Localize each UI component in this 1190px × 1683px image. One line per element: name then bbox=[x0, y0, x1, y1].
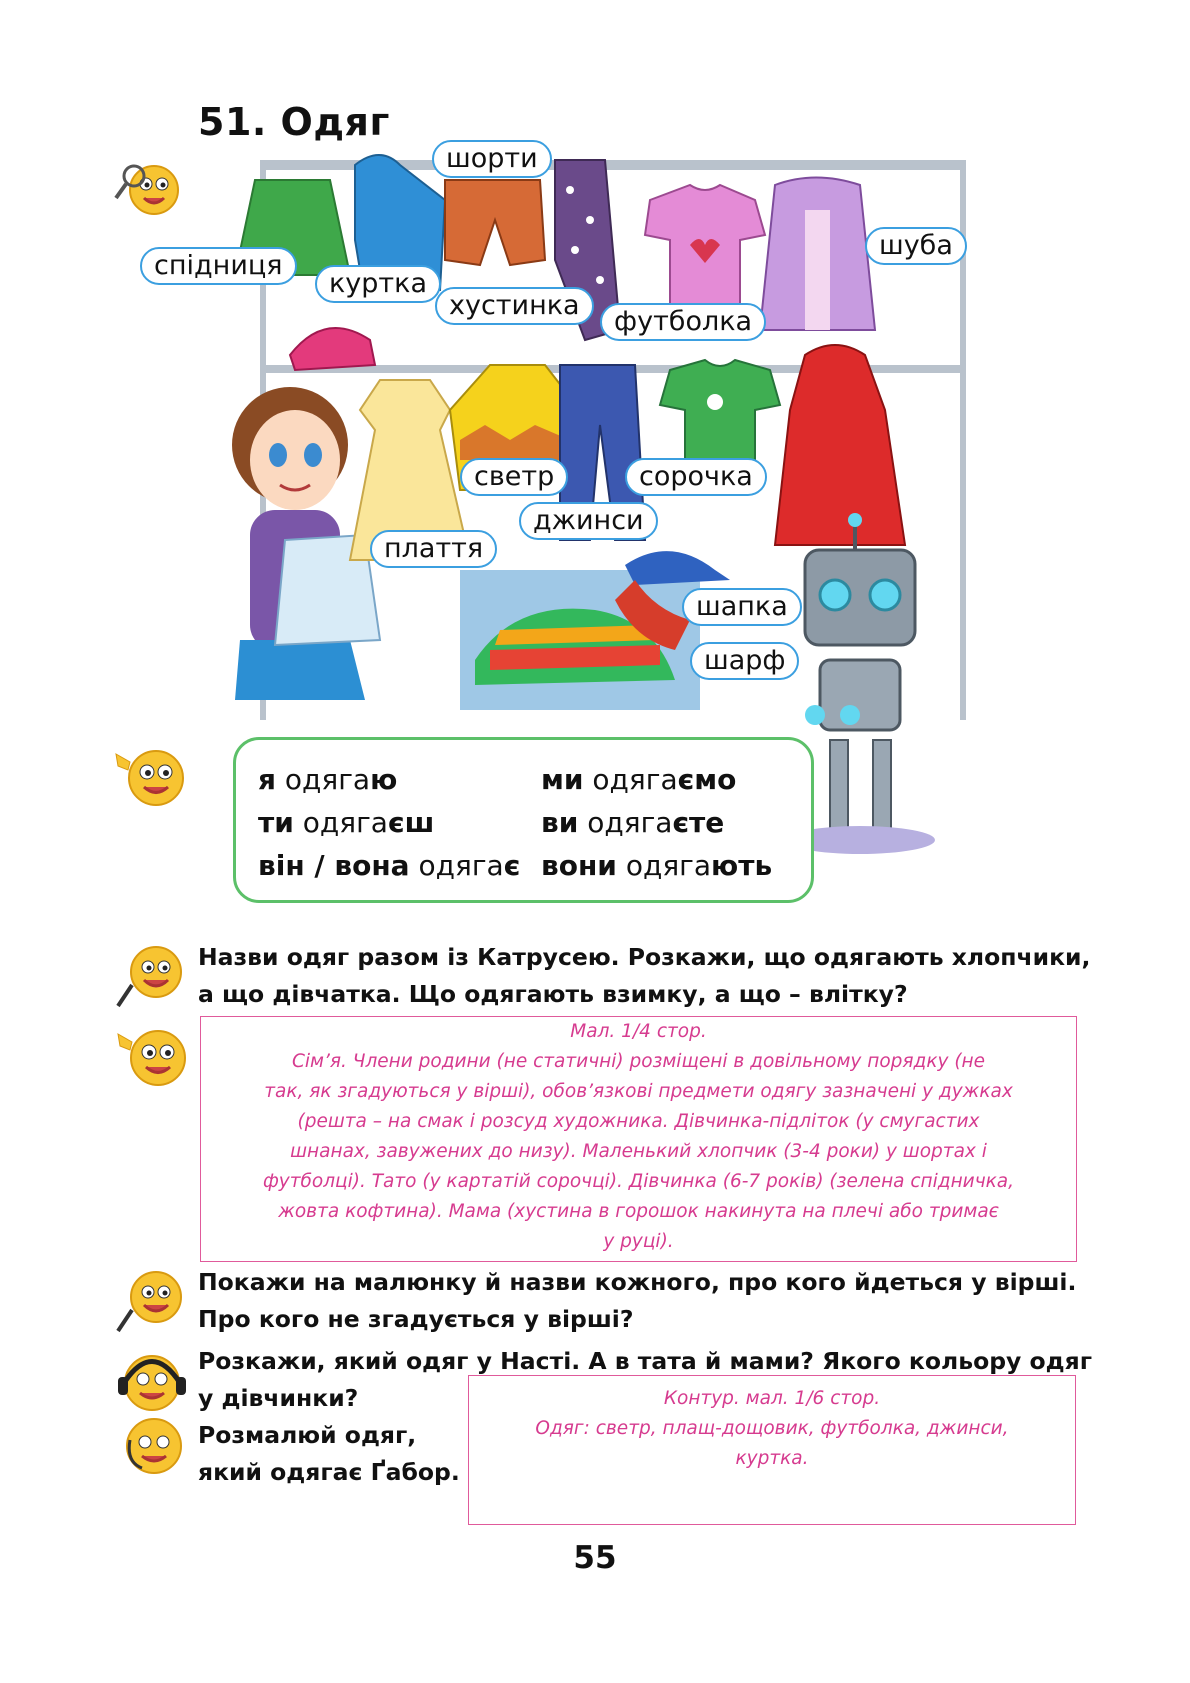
task-3-line-1: Розкажи, який одяг у Насті. А в тата й мами? Якого кольору одяг bbox=[198, 1347, 1093, 1375]
smiley-pointing-icon bbox=[110, 740, 190, 810]
smiley-pointing-icon-2 bbox=[112, 1020, 190, 1090]
label-shirt: сорочка bbox=[625, 458, 767, 496]
task-2-line-1: Покажи на малюнку й назви кожного, про кого йдеться у вірші. bbox=[198, 1268, 1077, 1296]
teacher-note-2 bbox=[468, 1375, 1076, 1525]
label-jeans: джинси bbox=[519, 502, 658, 540]
task-2-line-2: Про кого не згадується у вірші? bbox=[198, 1305, 634, 1333]
label-skirt: спідниця bbox=[140, 247, 297, 285]
conj-row-vy: ви одягаєте bbox=[541, 806, 725, 839]
note-1-line-7: жовта кофтина). Мама (хустина в горошок накинута на плечі або тримає bbox=[278, 1201, 999, 1222]
task-1-line-2: а що дівчатка. Що одягають взимку, а що – влітку? bbox=[198, 980, 908, 1008]
smiley-headphones-icon bbox=[112, 1345, 188, 1417]
conj-row-ty: ти одягаєш bbox=[258, 806, 435, 839]
smiley-microphone-icon-2 bbox=[112, 1265, 184, 1337]
task-3-line-2: у дівчинки? bbox=[198, 1384, 359, 1412]
conj-row-vony: вони одягають bbox=[541, 849, 773, 882]
label-tshirt: футболка bbox=[600, 303, 766, 341]
conj-row-ya: я одягаю bbox=[258, 763, 398, 796]
conj-row-my: ми одягаємо bbox=[541, 763, 737, 796]
note-1-line-5: шнанах, завужених до низу). Маленький хлопчик (3-4 роки) у шортах і bbox=[290, 1141, 987, 1162]
note-1-line-2: Сім’я. Члени родини (не статичні) розміщені в довільному порядку (не bbox=[291, 1051, 986, 1072]
label-headscarf: хустинка bbox=[435, 287, 594, 325]
note-2-line-3: куртка. bbox=[735, 1448, 809, 1469]
label-cap: шапка bbox=[682, 588, 802, 626]
note-2-line-1: Контур. мал. 1/6 стор. bbox=[663, 1388, 881, 1409]
note-1-line-3: так, як згадуються у вірші), обов’язкові предмети одягу зазначені у дужках bbox=[264, 1081, 1013, 1102]
label-sweater: светр bbox=[460, 458, 568, 496]
task-4-line-1: Розмалюй одяг, bbox=[198, 1421, 417, 1449]
note-1-line-4: (решта – на смак і розсуд художника. Дівчинка-підліток (у смугастих bbox=[297, 1111, 980, 1132]
smiley-headset-icon bbox=[112, 1410, 188, 1482]
task-4-line-2: який одягає Ґабор. bbox=[198, 1458, 460, 1486]
conj-row-vin-vona: він / вона одягає bbox=[258, 849, 521, 882]
page-number: 55 bbox=[573, 1540, 617, 1576]
label-jacket: куртка bbox=[315, 265, 441, 303]
conjugation-box bbox=[233, 737, 814, 903]
note-1-line-8: у руці). bbox=[603, 1231, 674, 1252]
note-1-line-6: футболці). Тато (у картатій сорочці). Дівчинка (6-7 років) (зелена спідничка, bbox=[262, 1171, 1015, 1192]
teacher-note-1 bbox=[200, 1016, 1077, 1262]
label-scarf: шарф bbox=[690, 642, 799, 680]
label-dress: плаття bbox=[370, 530, 497, 568]
note-1-line-1: Мал. 1/4 стор. bbox=[570, 1021, 707, 1042]
task-1-line-1: Назви одяг разом із Катрусею. Розкажи, що одягають хлопчики, bbox=[198, 943, 1091, 971]
note-2-line-2: Одяг: светр, плащ-дощовик, футболка, джинси, bbox=[535, 1418, 1009, 1439]
label-shorts: шорти bbox=[432, 140, 552, 178]
page-title: 51. Одяг bbox=[198, 100, 390, 144]
smiley-microphone-icon bbox=[112, 940, 184, 1010]
label-fur-coat: шуба bbox=[865, 227, 967, 265]
